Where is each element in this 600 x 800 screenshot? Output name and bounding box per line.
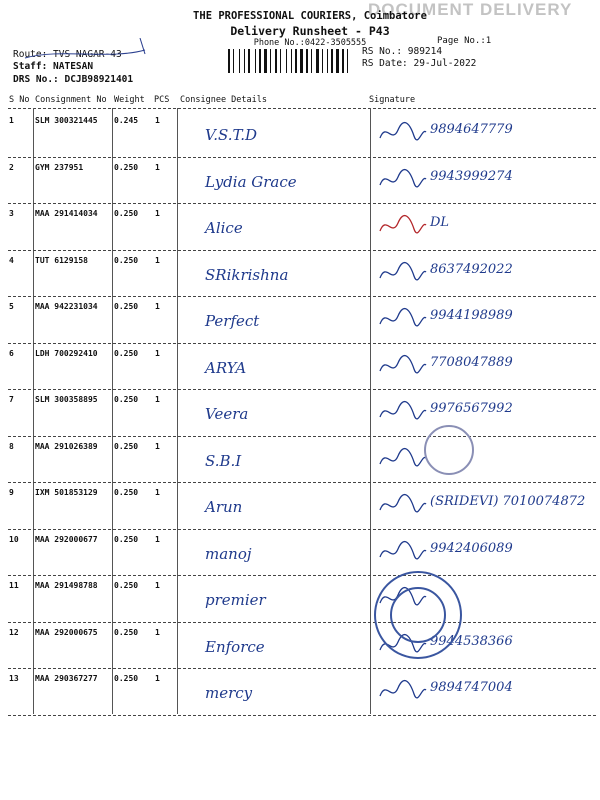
row-consignment: MAA 942231034 [35, 302, 98, 311]
staff-label: Staff: NATESAN [13, 61, 94, 72]
row-sno: 5 [9, 302, 14, 311]
phone-number: Phone No.:0422-3505555 [253, 38, 367, 48]
row-signature: 7708047889 [430, 354, 513, 370]
row-separator [8, 157, 596, 158]
col-rule [370, 108, 371, 714]
row-sno: 4 [9, 255, 14, 265]
row-consignee: Lydia Grace [205, 172, 297, 191]
signature-scribble [378, 353, 428, 379]
row-consignee: Alice [205, 219, 243, 237]
row-weight: 0.245 [114, 116, 139, 125]
signature-scribble [378, 492, 428, 518]
row-consignment: MAA 290367277 [35, 674, 98, 683]
signature-scribble [378, 539, 428, 565]
row-consignment: MAA 291498788 [35, 581, 98, 590]
signature-scribble [378, 678, 428, 704]
row-signature: 8637492022 [430, 261, 513, 277]
row-signature: 9944538366 [430, 633, 513, 649]
round-seal-inner [390, 587, 446, 643]
row-consignee: premier [205, 591, 266, 609]
row-separator [8, 715, 596, 716]
signature-scribble [378, 260, 428, 286]
row-signature: 9894647779 [430, 122, 513, 137]
row-separator [8, 482, 596, 483]
route-scribble [20, 38, 160, 64]
row-consignee: manoj [205, 544, 252, 563]
row-consignee: Enforce [205, 637, 265, 656]
col-consignee: Consignee Details [180, 95, 267, 105]
rs-date: RS Date: 29-Jul-2022 [362, 58, 477, 69]
col-signature: Signature [369, 95, 416, 105]
row-consignment: SLM 300358895 [35, 395, 98, 404]
row-signature: DL [430, 215, 450, 230]
row-separator [8, 436, 596, 437]
row-sno: 13 [9, 674, 19, 683]
row-weight: 0.250 [114, 581, 139, 590]
row-sno: 12 [9, 627, 19, 637]
company-name: THE PROFESSIONAL COURIERS, Coimbatore [193, 10, 427, 22]
row-consignee: S.B.I [205, 451, 242, 470]
header-rule [8, 108, 596, 109]
row-weight: 0.250 [114, 674, 139, 683]
signature-scribble [378, 399, 428, 425]
rs-number: RS No.: 989214 [362, 46, 443, 57]
row-separator [8, 575, 596, 576]
row-consignment: MAA 291026389 [35, 441, 98, 451]
row-pcs: 1 [155, 162, 160, 172]
row-pcs: 1 [155, 441, 160, 451]
row-separator [8, 389, 596, 390]
row-weight: 0.250 [114, 255, 139, 265]
row-signature: 9976567992 [430, 401, 513, 416]
row-pcs: 1 [155, 627, 160, 637]
row-sno: 8 [9, 441, 14, 451]
row-signature: 9942406089 [430, 540, 513, 556]
row-sno: 3 [9, 209, 14, 218]
signature-scribble [378, 306, 428, 332]
row-sno: 9 [9, 488, 14, 497]
row-signature: 9894747004 [430, 680, 513, 695]
row-consignment: SLM 300321445 [35, 116, 98, 125]
row-weight: 0.250 [114, 441, 139, 451]
row-consignment: MAA 291414034 [35, 209, 98, 218]
row-consignee: mercy [205, 684, 253, 702]
row-signature: 9944198989 [430, 308, 513, 323]
row-pcs: 1 [155, 488, 160, 497]
row-consignment: IXM 501853129 [35, 488, 98, 497]
row-separator [8, 529, 596, 530]
row-separator [8, 668, 596, 669]
row-sno: 2 [9, 162, 14, 172]
row-consignee: SRikrishna [205, 265, 289, 284]
row-pcs: 1 [155, 674, 160, 683]
row-consignee: V.S.T.D [205, 126, 258, 144]
row-sno: 6 [9, 348, 14, 358]
row-separator [8, 622, 596, 623]
col-rule [177, 108, 178, 714]
row-consignment: GYM 237951 [35, 162, 84, 172]
row-signature: 9943999274 [430, 168, 513, 184]
row-weight: 0.250 [114, 627, 139, 637]
row-sno: 1 [9, 116, 14, 125]
row-separator [8, 203, 596, 204]
row-consignee: Arun [205, 498, 243, 516]
document-delivery-stamp: DOCUMENT DELIVERY [368, 0, 573, 19]
row-consignment: LDH 700292410 [35, 348, 98, 358]
row-pcs: 1 [155, 395, 160, 404]
row-weight: 0.250 [114, 348, 139, 358]
col-consignment: Consignment No [35, 95, 107, 105]
row-pcs: 1 [155, 255, 160, 265]
row-pcs: 1 [155, 116, 160, 125]
row-separator [8, 343, 596, 344]
col-rule [112, 108, 113, 714]
row-sno: 10 [9, 534, 19, 544]
runsheet-title: Delivery Runsheet - P43 [230, 24, 390, 38]
barcode [228, 49, 360, 73]
row-weight: 0.250 [114, 395, 139, 404]
col-sno: S No [9, 95, 30, 105]
signature-scribble [378, 120, 428, 146]
row-pcs: 1 [155, 209, 160, 218]
row-consignment: MAA 292000677 [35, 534, 98, 544]
row-pcs: 1 [155, 534, 160, 544]
row-consignee: Perfect [205, 312, 260, 330]
row-pcs: 1 [155, 302, 160, 311]
route-label: Route: TVS NAGAR-43 [13, 49, 122, 60]
col-rule [33, 108, 34, 714]
signature-scribble [378, 213, 428, 239]
row-weight: 0.250 [114, 534, 139, 544]
row-pcs: 1 [155, 348, 160, 358]
page-number: Page No.:1 [437, 36, 492, 46]
row-separator [8, 250, 596, 251]
row-weight: 0.250 [114, 209, 139, 218]
signature-scribble [378, 446, 428, 472]
row-consignee: ARYA [205, 358, 247, 377]
col-pcs: PCS [154, 95, 170, 105]
signature-scribble [378, 167, 428, 193]
row-consignment: MAA 292000675 [35, 627, 98, 637]
row-weight: 0.250 [114, 302, 139, 311]
row-pcs: 1 [155, 581, 160, 590]
row-sno: 7 [9, 395, 14, 404]
row-sno: 11 [9, 581, 19, 590]
row-consignment: TUT 6129158 [35, 255, 88, 265]
row-weight: 0.250 [114, 488, 139, 497]
drs-number: DRS No.: DCJB98921401 [13, 74, 134, 85]
row-weight: 0.250 [114, 162, 139, 172]
round-seal [424, 425, 474, 475]
row-consignee: Veera [205, 405, 249, 423]
row-separator [8, 296, 596, 297]
row-signature: (SRIDEVI) 7010074872 [430, 494, 586, 509]
col-weight: Weight [114, 95, 145, 105]
